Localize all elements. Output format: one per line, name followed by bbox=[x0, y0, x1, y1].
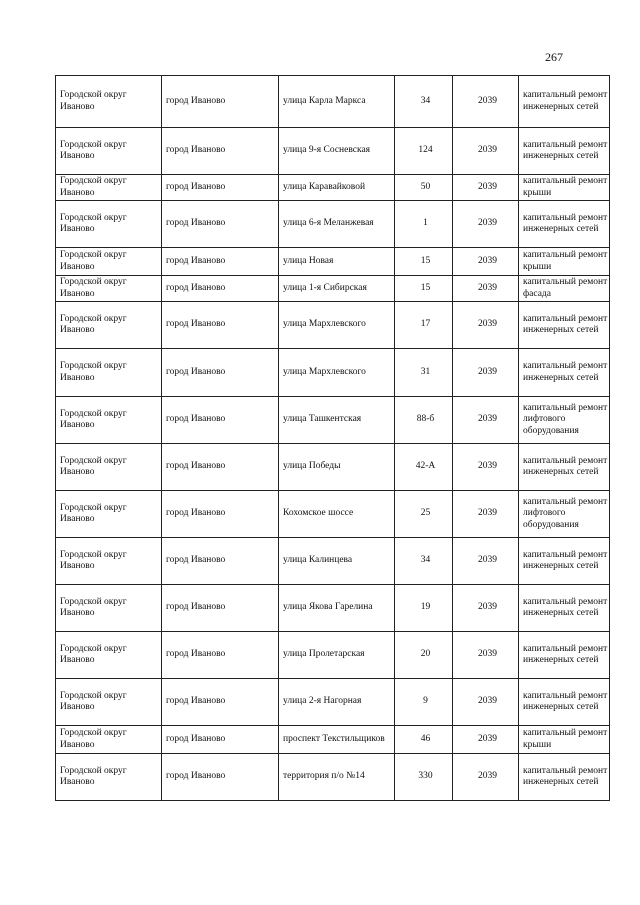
city-cell: город Иваново bbox=[162, 302, 279, 349]
work-type-cell: капитальный ремонт инженерных сетей bbox=[519, 538, 610, 585]
work-type-cell: капитальный ремонт инженерных сетей bbox=[519, 201, 610, 248]
year-cell: 2039 bbox=[453, 632, 519, 679]
district-cell: Городской округ Иваново bbox=[56, 754, 162, 801]
city-cell: город Иваново bbox=[162, 726, 279, 754]
year-cell: 2039 bbox=[453, 491, 519, 538]
year-cell: 2039 bbox=[453, 201, 519, 248]
district-cell: Городской округ Иваново bbox=[56, 175, 162, 201]
city-cell: город Иваново bbox=[162, 276, 279, 302]
district-cell: Городской округ Иваново bbox=[56, 76, 162, 128]
street-cell: проспект Текстильщиков bbox=[279, 726, 395, 754]
work-type-cell: капитальный ремонт инженерных сетей bbox=[519, 585, 610, 632]
table-row bbox=[56, 754, 610, 801]
street-cell: улица 2-я Нагорная bbox=[279, 679, 395, 726]
house-cell: 42-А bbox=[395, 444, 453, 491]
city-cell: город Иваново bbox=[162, 679, 279, 726]
street-cell: улица Победы bbox=[279, 444, 395, 491]
house-cell: 15 bbox=[395, 248, 453, 276]
district-cell: Городской округ Иваново bbox=[56, 491, 162, 538]
street-cell: улица Новая bbox=[279, 248, 395, 276]
street-cell: улица Карла Маркса bbox=[279, 76, 395, 128]
street-cell: территория п/о №14 bbox=[279, 754, 395, 801]
city-cell: город Иваново bbox=[162, 632, 279, 679]
city-cell: город Иваново bbox=[162, 128, 279, 175]
house-cell: 25 bbox=[395, 491, 453, 538]
district-cell: Городской округ Иваново bbox=[56, 397, 162, 444]
table-row bbox=[56, 201, 610, 248]
street-cell: улица Калинцева bbox=[279, 538, 395, 585]
table-row bbox=[56, 585, 610, 632]
table-row bbox=[56, 397, 610, 444]
house-cell: 34 bbox=[395, 76, 453, 128]
year-cell: 2039 bbox=[453, 754, 519, 801]
city-cell: город Иваново bbox=[162, 754, 279, 801]
table-row bbox=[56, 679, 610, 726]
year-cell: 2039 bbox=[453, 128, 519, 175]
year-cell: 2039 bbox=[453, 276, 519, 302]
district-cell: Городской округ Иваново bbox=[56, 585, 162, 632]
district-cell: Городской округ Иваново bbox=[56, 632, 162, 679]
year-cell: 2039 bbox=[453, 175, 519, 201]
registry-table bbox=[55, 75, 610, 801]
work-type-cell: капитальный ремонт инженерных сетей bbox=[519, 76, 610, 128]
table-row bbox=[56, 491, 610, 538]
house-cell: 88-б bbox=[395, 397, 453, 444]
house-cell: 31 bbox=[395, 349, 453, 397]
district-cell: Городской округ Иваново bbox=[56, 302, 162, 349]
work-type-cell: капитальный ремонт инженерных сетей bbox=[519, 128, 610, 175]
work-type-cell: капитальный ремонт крыши bbox=[519, 248, 610, 276]
house-cell: 34 bbox=[395, 538, 453, 585]
house-cell: 330 bbox=[395, 754, 453, 801]
table-row bbox=[56, 76, 610, 128]
year-cell: 2039 bbox=[453, 397, 519, 444]
district-cell: Городской округ Иваново bbox=[56, 349, 162, 397]
year-cell: 2039 bbox=[453, 726, 519, 754]
house-cell: 46 bbox=[395, 726, 453, 754]
work-type-cell: капитальный ремонт крыши bbox=[519, 726, 610, 754]
work-type-cell: капитальный ремонт инженерных сетей bbox=[519, 302, 610, 349]
street-cell: улица Мархлевского bbox=[279, 349, 395, 397]
street-cell: улица 1-я Сибирская bbox=[279, 276, 395, 302]
house-cell: 19 bbox=[395, 585, 453, 632]
district-cell: Городской округ Иваново bbox=[56, 276, 162, 302]
house-cell: 15 bbox=[395, 276, 453, 302]
table-row bbox=[56, 128, 610, 175]
house-cell: 9 bbox=[395, 679, 453, 726]
city-cell: город Иваново bbox=[162, 76, 279, 128]
page-number: 267 bbox=[545, 50, 563, 64]
district-cell: Городской округ Иваново bbox=[56, 538, 162, 585]
table-row bbox=[56, 349, 610, 397]
street-cell: улица Ташкентская bbox=[279, 397, 395, 444]
street-cell: улица 6-я Меланжевая bbox=[279, 201, 395, 248]
year-cell: 2039 bbox=[453, 248, 519, 276]
table-row bbox=[56, 632, 610, 679]
city-cell: город Иваново bbox=[162, 248, 279, 276]
city-cell: город Иваново bbox=[162, 397, 279, 444]
work-type-cell: капитальный ремонт инженерных сетей bbox=[519, 632, 610, 679]
work-type-cell: капитальный ремонт лифтового оборудования bbox=[519, 397, 610, 444]
district-cell: Городской округ Иваново bbox=[56, 444, 162, 491]
table-row bbox=[56, 175, 610, 201]
street-cell: Кохомское шоссе bbox=[279, 491, 395, 538]
district-cell: Городской округ Иваново bbox=[56, 128, 162, 175]
house-cell: 124 bbox=[395, 128, 453, 175]
street-cell: улица Мархлевского bbox=[279, 302, 395, 349]
year-cell: 2039 bbox=[453, 444, 519, 491]
house-cell: 1 bbox=[395, 201, 453, 248]
year-cell: 2039 bbox=[453, 302, 519, 349]
street-cell: улица 9-я Сосневская bbox=[279, 128, 395, 175]
work-type-cell: капитальный ремонт инженерных сетей bbox=[519, 754, 610, 801]
district-cell: Городской округ Иваново bbox=[56, 679, 162, 726]
work-type-cell: капитальный ремонт инженерных сетей bbox=[519, 444, 610, 491]
street-cell: улица Каравайковой bbox=[279, 175, 395, 201]
year-cell: 2039 bbox=[453, 76, 519, 128]
year-cell: 2039 bbox=[453, 538, 519, 585]
district-cell: Городской округ Иваново bbox=[56, 726, 162, 754]
city-cell: город Иваново bbox=[162, 175, 279, 201]
year-cell: 2039 bbox=[453, 349, 519, 397]
table-row bbox=[56, 444, 610, 491]
district-cell: Городской округ Иваново bbox=[56, 248, 162, 276]
city-cell: город Иваново bbox=[162, 201, 279, 248]
year-cell: 2039 bbox=[453, 679, 519, 726]
table-row bbox=[56, 302, 610, 349]
table-row bbox=[56, 248, 610, 276]
district-cell: Городской округ Иваново bbox=[56, 201, 162, 248]
street-cell: улица Пролетарская bbox=[279, 632, 395, 679]
city-cell: город Иваново bbox=[162, 444, 279, 491]
work-type-cell: капитальный ремонт лифтового оборудования bbox=[519, 491, 610, 538]
work-type-cell: капитальный ремонт крыши bbox=[519, 175, 610, 201]
work-type-cell: капитальный ремонт инженерных сетей bbox=[519, 349, 610, 397]
house-cell: 50 bbox=[395, 175, 453, 201]
year-cell: 2039 bbox=[453, 585, 519, 632]
table-row bbox=[56, 538, 610, 585]
table-row bbox=[56, 726, 610, 754]
house-cell: 17 bbox=[395, 302, 453, 349]
city-cell: город Иваново bbox=[162, 349, 279, 397]
city-cell: город Иваново bbox=[162, 538, 279, 585]
city-cell: город Иваново bbox=[162, 491, 279, 538]
table-row bbox=[56, 276, 610, 302]
work-type-cell: капитальный ремонт фасада bbox=[519, 276, 610, 302]
house-cell: 20 bbox=[395, 632, 453, 679]
city-cell: город Иваново bbox=[162, 585, 279, 632]
work-type-cell: капитальный ремонт инженерных сетей bbox=[519, 679, 610, 726]
street-cell: улица Якова Гарелина bbox=[279, 585, 395, 632]
